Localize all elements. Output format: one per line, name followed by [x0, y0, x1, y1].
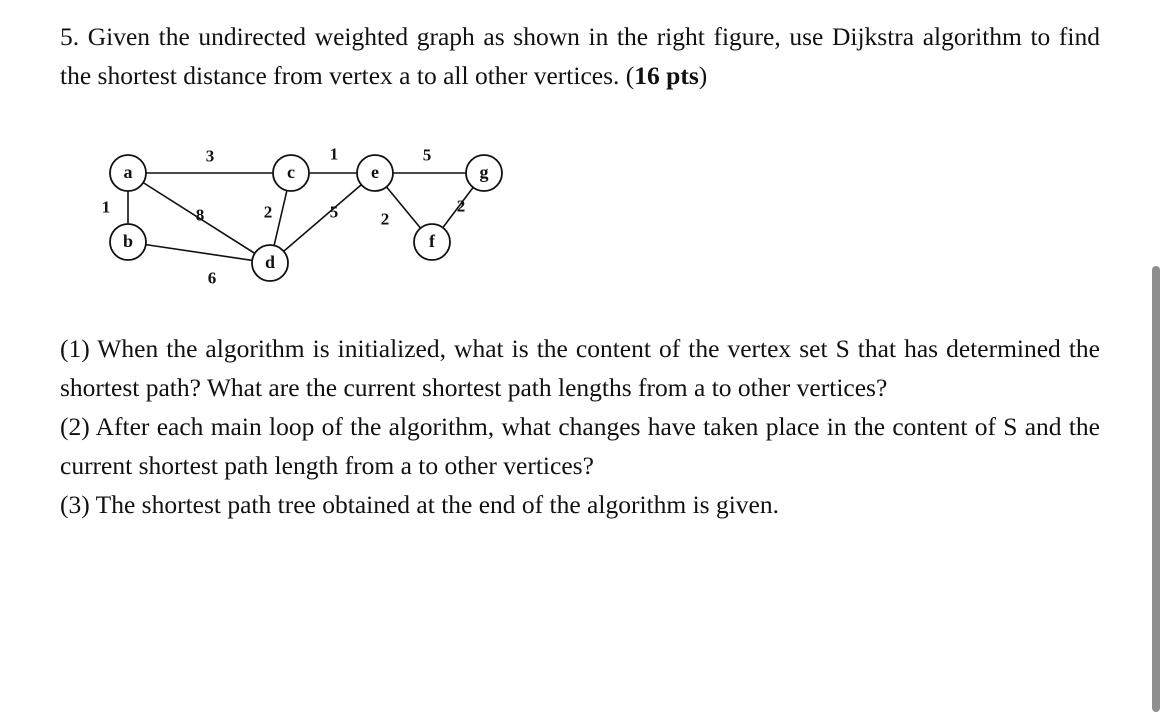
weight-f-g: 2	[456, 196, 466, 216]
vertical-scrollbar[interactable]	[1152, 266, 1160, 712]
weight-b-d: 6	[207, 268, 217, 288]
weight-c-e: 1	[329, 144, 339, 164]
node-label-a: a	[123, 162, 133, 182]
points-open: (	[619, 61, 635, 90]
question-part-2: (2) After each main loop of the algorithm, what changes have taken place in the content of S and the current shortest path length from a to other vertices?	[60, 412, 1100, 480]
weight-a-c: 3	[205, 146, 215, 166]
node-label-d: d	[264, 252, 276, 272]
graph-nodes	[110, 155, 502, 281]
weight-a-d: 8	[195, 205, 205, 225]
question-intro	[60, 17, 1100, 95]
question-part-3: (3) The shortest path tree obtained at the end of the algorithm is given.	[60, 490, 779, 519]
edge-b-d	[128, 242, 270, 263]
node-label-f: f	[429, 231, 435, 251]
weight-d-e: 5	[329, 202, 339, 222]
node-label-c: c	[287, 162, 295, 182]
node-label-g: g	[479, 162, 489, 182]
question-parts	[60, 329, 1100, 524]
question-text: 5. Given the undirected weighted graph as shown in the right figure, use Dijkstra algorithm to find the shortest distance from vertex a to all other vertices.	[60, 22, 1100, 90]
weight-e-f: 2	[380, 209, 390, 229]
weight-a-b: 1	[101, 197, 111, 217]
weighted-graph-figure	[90, 135, 530, 295]
node-label-b: b	[122, 231, 134, 251]
weight-c-d: 2	[263, 202, 273, 222]
points-label: 16 pts	[634, 61, 699, 90]
node-label-e: e	[371, 162, 379, 182]
question-part-1: (1) When the algorithm is initialized, what is the content of the vertex set S that has determined the shortest path? What are the current shortest path lengths from a to other vertices?	[60, 334, 1100, 402]
weight-e-g: 5	[422, 145, 432, 165]
points-close: )	[698, 61, 708, 90]
